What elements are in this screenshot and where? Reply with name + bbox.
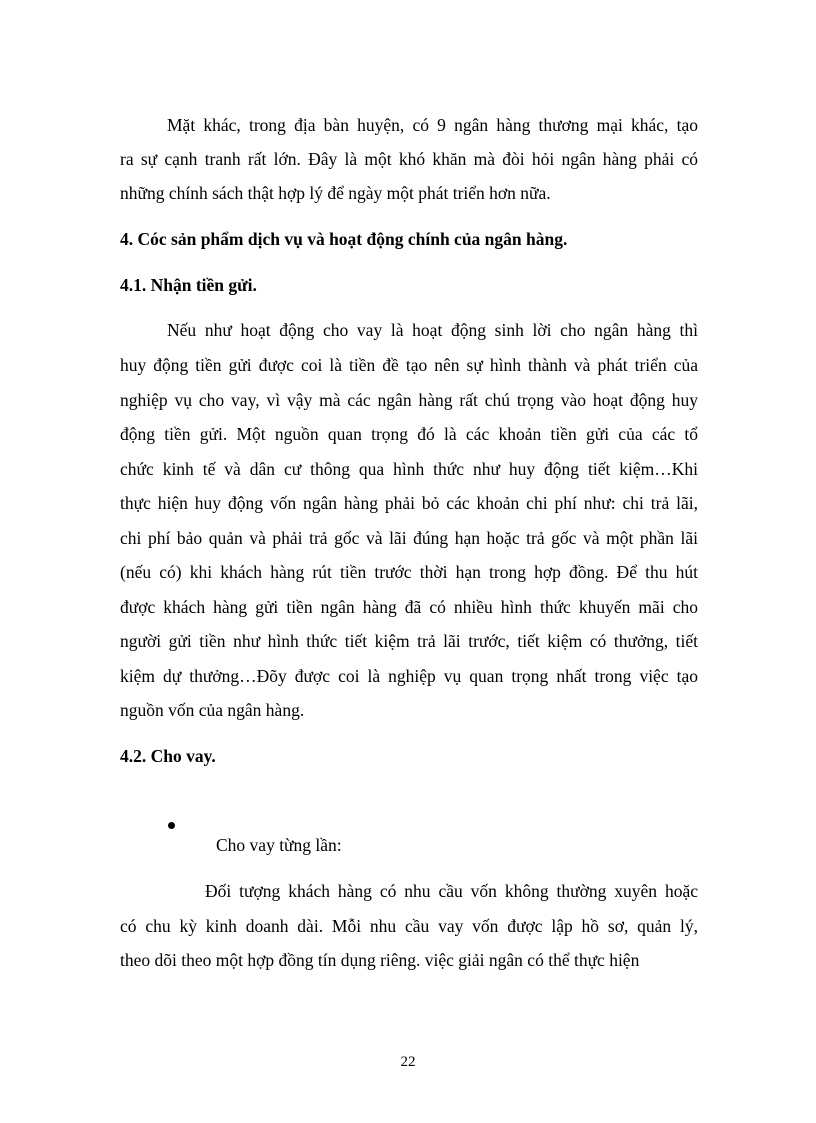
paragraph-line: thực hiện huy động vốn ngân hàng phải bỏ các khoản chi phí như: chi trả lãi, bbox=[120, 493, 698, 513]
paragraph-line: được khách hàng gửi tiền ngân hàng đã có nhiều hình thức khuyến mãi cho bbox=[120, 597, 698, 617]
paragraph-line: có chu kỳ kinh doanh dài. Mỗi nhu cầu vay vốn được lập hồ sơ, quản lý, bbox=[120, 916, 698, 936]
paragraph-line: những chính sách thật hợp lý để ngày một phát triển hơn nữa. bbox=[120, 183, 551, 203]
paragraph-line: người gửi tiền như hình thức tiết kiệm trả lãi trước, tiết kiệm có thưởng, tiết bbox=[120, 631, 698, 651]
paragraph-line: ra sự cạnh tranh rất lớn. Đây là một khó khăn mà đòi hỏi ngân hàng phải có bbox=[120, 149, 698, 169]
section-heading-4-1: 4.1. Nhận tiền gửi. bbox=[120, 275, 257, 295]
bullet-item-text: Cho vay từng lần: bbox=[216, 835, 342, 855]
paragraph-line: chức kinh tế và dân cư thông qua hình thức như huy động tiết kiệm…Khi bbox=[120, 459, 698, 479]
section-heading-4-2: 4.2. Cho vay. bbox=[120, 746, 216, 766]
paragraph-line: Nếu như hoạt động cho vay là hoạt động sinh lời cho ngân hàng thì bbox=[167, 320, 698, 340]
section-heading-4: 4. Cóc sản phẩm dịch vụ và hoạt động chính của ngân hàng. bbox=[120, 229, 568, 249]
paragraph-line: chi phí bảo quản và phải trả gốc và lãi đúng hạn hoặc trả gốc và một phần lãi bbox=[120, 528, 698, 548]
bullet-icon bbox=[168, 822, 175, 829]
paragraph-line: nghiệp vụ cho vay, vì vậy mà các ngân hàng rất chú trọng vào hoạt động huy bbox=[120, 390, 698, 410]
paragraph-line: (nếu có) khi khách hàng rút tiền trước thời hạn trong hợp đồng. Để thu hút bbox=[120, 562, 698, 582]
paragraph-line: kiệm dự thưởng…Đõy được coi là nghiệp vụ quan trọng nhất trong việc tạo bbox=[120, 666, 698, 686]
paragraph-line: nguồn vốn của ngân hàng. bbox=[120, 700, 305, 720]
paragraph-line: Đối tượng khách hàng có nhu cầu vốn không thường xuyên hoặc bbox=[205, 881, 698, 901]
page-number: 22 bbox=[400, 1054, 416, 1070]
paragraph-line: động tiền gửi. Một nguồn quan trọng đó là các khoản tiền gửi của các tổ bbox=[120, 424, 698, 444]
paragraph-line: huy động tiền gửi được coi là tiền đề tạo nên sự hình thành và phát triển của bbox=[120, 355, 698, 375]
paragraph-line: Mặt khác, trong địa bàn huyện, có 9 ngân hàng thương mại khác, tạo bbox=[167, 115, 698, 135]
paragraph-line: theo dõi theo một hợp đồng tín dụng riêng. việc giải ngân có thể thực hiện bbox=[120, 950, 640, 970]
